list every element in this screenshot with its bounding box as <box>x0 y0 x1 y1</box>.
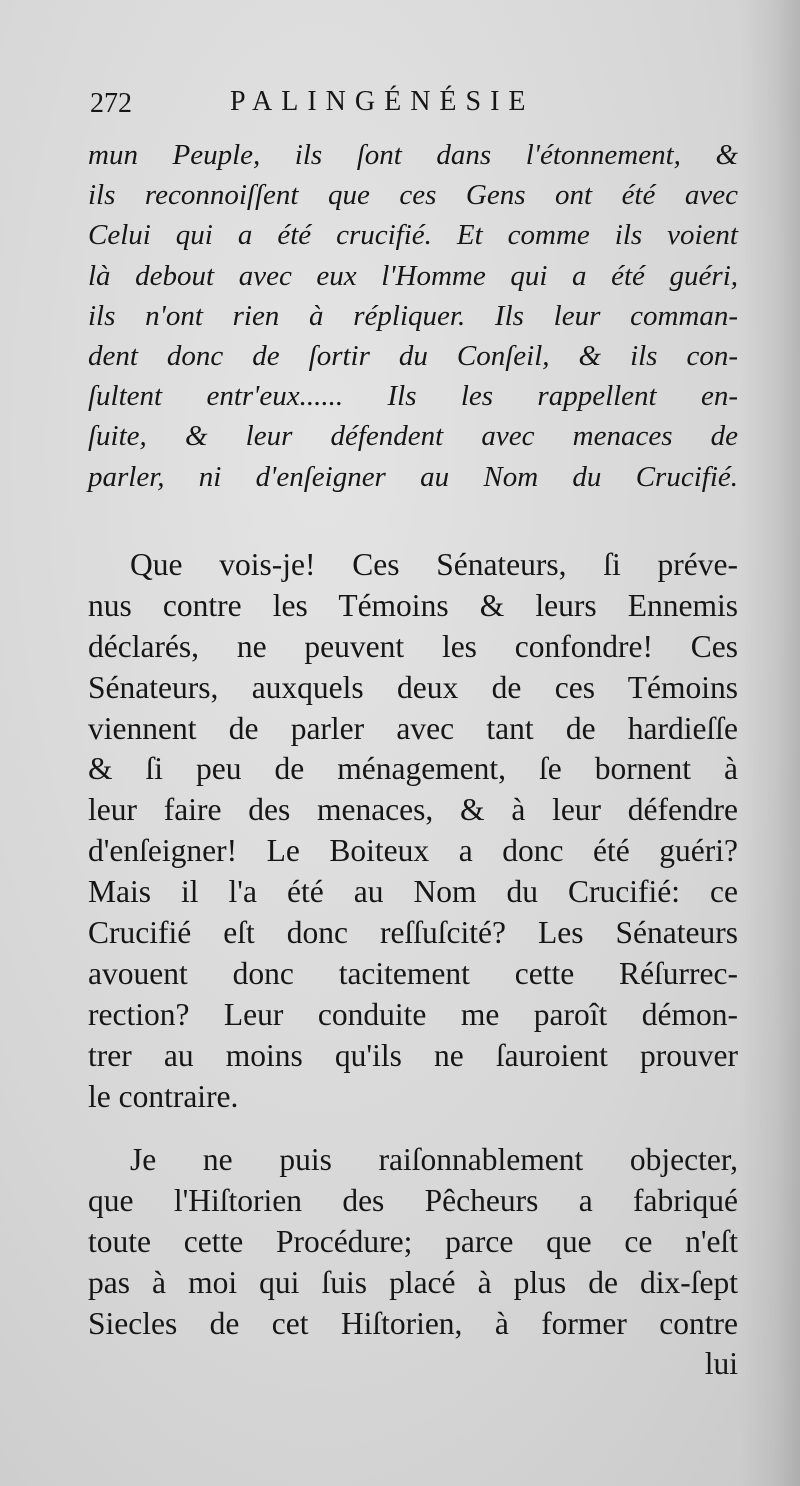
text-line: le contraire. <box>88 1078 239 1114</box>
text-line: là debout avec eux l'Homme qui a été guéri, <box>88 259 738 292</box>
text-line: viennent de parler avec tant de hardieſſe <box>88 710 738 746</box>
page-edge-shadow <box>740 0 800 1486</box>
text-line: leur faire des menaces, & à leur défendre <box>88 792 738 828</box>
text-line: avouent donc tacitement cette Réſurrec- <box>88 955 738 991</box>
text-line: d'enſeigner! Le Boiteux a donc été guéri? <box>88 833 738 869</box>
paragraph-1 <box>88 545 738 1117</box>
text-line: parler, ni d'enſeigner au Nom du Crucifié. <box>88 460 738 493</box>
text-line: ils reconnoiſſent que ces Gens ont été avec <box>88 179 738 212</box>
text-line: ſultent entr'eux...... Ils les rappellent en- <box>88 380 738 413</box>
text-line: Mais il l'a été au Nom du Crucifié: ce <box>88 874 738 910</box>
text-line: Je ne puis raiſonnablement objecter, <box>130 1142 738 1177</box>
running-title: PALINGÉNÉSIE <box>230 86 535 117</box>
text-line: ſuite, & leur défendent avec menaces de <box>88 420 738 453</box>
paragraph-2 <box>88 1140 738 1385</box>
text-line: pas à moi qui ſuis placé à plus de dix-ſept <box>88 1264 738 1300</box>
text-line: ils n'ont rien à répliquer. Ils leur comman- <box>88 299 738 332</box>
text-line: dent donc de ſortir du Conſeil, & ils con- <box>88 339 738 372</box>
text-line: trer au moins qu'ils ne ſauroient prouver <box>88 1037 738 1073</box>
text-line: Que vois-je! Ces Sénateurs, ſi préve- <box>130 547 738 582</box>
text-line: Crucifié eſt donc reſſuſcité? Les Sénateurs <box>88 915 738 951</box>
text-line: déclarés, ne peuvent les confondre! Ces <box>88 628 738 664</box>
page-number: 272 <box>90 88 132 119</box>
catchword: lui <box>704 1346 738 1382</box>
text-line: mun Peuple, ils ſont dans l'étonnement, & <box>88 139 738 171</box>
text-line: toute cette Procédure; parce que ce n'eſt <box>88 1223 738 1259</box>
text-line: Siecles de cet Hiſtorien, à former contre <box>88 1305 738 1341</box>
italic-quotation <box>88 135 738 497</box>
text-line: Sénateurs, auxquels deux de ces Témoins <box>88 669 738 705</box>
page-header <box>90 84 730 124</box>
text-line: & ſi peu de ménagement, ſe bornent à <box>88 751 738 787</box>
text-line: rection? Leur conduite me paroît démon- <box>88 996 738 1032</box>
text-line: nus contre les Témoins & leurs Ennemis <box>88 587 738 623</box>
text-line: Celui qui a été crucifié. Et comme ils voient <box>88 219 738 252</box>
text-line: que l'Hiſtorien des Pêcheurs a fabriqué <box>88 1182 738 1218</box>
